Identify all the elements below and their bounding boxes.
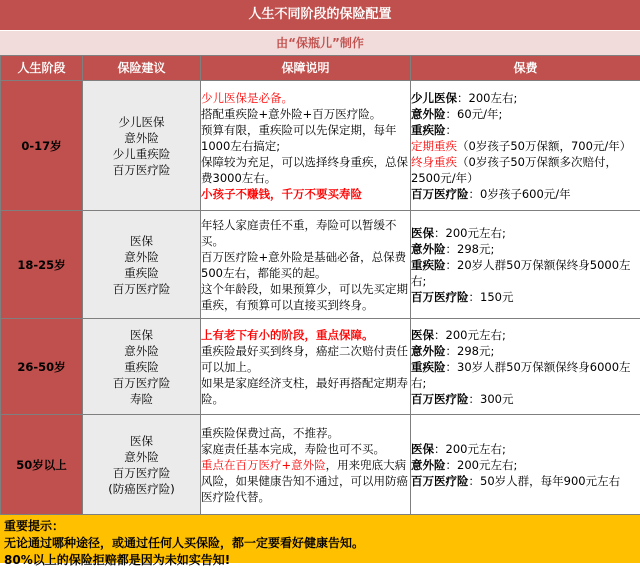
premium-value: ：200元左右;	[445, 457, 518, 472]
premium-key: 重疾险	[411, 122, 446, 137]
premium-cell	[411, 319, 640, 415]
notice-line: 80%以上的保险拒赔都是因为未如实告知!	[4, 553, 231, 567]
desc-line: 搭配重疾险+意外险+百万医疗险。	[201, 106, 382, 121]
premium-key: 意外险	[411, 457, 446, 472]
premium-value: ：0岁孩子600元/年	[468, 186, 571, 201]
advice-item: 重疾险	[124, 265, 159, 280]
table-row	[1, 211, 640, 319]
advice-item: 百万医疗险	[112, 162, 171, 177]
desc-cell	[201, 81, 411, 211]
premium-key: 意外险	[411, 241, 446, 256]
desc-line: 重疾险最好买到终身，癌症二次赔付责任可以加上。	[201, 343, 408, 374]
stage-cell: 18-25岁	[1, 211, 83, 319]
desc-line: 这个年龄段，如果预算少，可以先买定期重疾，有预算可以直接买到终身。	[201, 281, 408, 312]
premium-value: ：298元;	[445, 343, 495, 358]
desc-line: 预算有限，重疾险可以先保定期，每年1000左右搞定;	[201, 122, 397, 153]
advice-item: 意外险	[124, 130, 159, 145]
premium-value: ：200元左右;	[434, 441, 506, 456]
advice-item: 意外险	[124, 343, 159, 358]
premium-key: 重疾险	[411, 359, 446, 374]
advice-item: (防癌医疗险)	[108, 481, 175, 496]
premium-value: ：200左右;	[457, 90, 518, 105]
premium-key: 意外险	[411, 106, 446, 121]
advice-item: 寿险	[130, 391, 153, 406]
desc-line: 家庭责任基本完成，寿险也可不买。	[201, 441, 385, 456]
desc-line: 重疾险保费过高，不推荐。	[201, 425, 339, 440]
desc-line: 保障较为充足，可以选择终身重疾，总保费3000左右。	[201, 154, 408, 185]
desc-line: 百万医疗险+意外险是基础必备，总保费500左右，都能买的起。	[201, 249, 407, 280]
advice-cell	[83, 81, 201, 211]
advice-item: 意外险	[124, 449, 159, 464]
premium-key: 医保	[411, 327, 434, 342]
premium-key: 意外险	[411, 343, 446, 358]
advice-item: 百万医疗险	[112, 281, 171, 296]
premium-key: 定期重疾	[411, 138, 457, 153]
premium-value: ：30岁人群50万保额保终身6000左右;	[411, 359, 631, 390]
premium-cell	[411, 211, 640, 319]
advice-item: 重疾险	[124, 359, 159, 374]
page-title: 人生不同阶段的保险配置	[0, 0, 640, 31]
premium-value: ：200元左右;	[434, 225, 506, 240]
desc-highlight: 重点在百万医疗+意外险	[201, 457, 326, 472]
advice-item: 少儿医保	[118, 114, 165, 129]
premium-value: ：200元左右;	[434, 327, 506, 342]
header-stage: 人生阶段	[1, 56, 83, 81]
premium-value: ：	[445, 122, 457, 137]
premium-value: （0岁孩子50万保额，700元/年）	[457, 138, 632, 153]
advice-item: 百万医疗险	[112, 375, 171, 390]
insurance-table	[0, 55, 640, 515]
premium-key: 重疾险	[411, 257, 446, 272]
stage-cell: 50岁以上	[1, 415, 83, 515]
desc-line: 年轻人家庭责任不重，寿险可以暂缓不买。	[201, 217, 397, 248]
advice-item: 少儿重疾险	[112, 146, 171, 161]
important-notice	[0, 515, 640, 567]
table-row	[1, 81, 640, 211]
premium-key: 医保	[411, 225, 434, 240]
premium-cell	[411, 81, 640, 211]
premium-value: ：150元	[468, 289, 514, 304]
premium-key: 百万医疗险	[411, 473, 469, 488]
advice-cell	[83, 211, 201, 319]
header-premium: 保费	[411, 56, 640, 81]
table-row	[1, 415, 640, 515]
desc-cell	[201, 211, 411, 319]
table-row	[1, 319, 640, 415]
premium-value: ：20岁人群50万保额保终身5000左右;	[411, 257, 631, 288]
header-desc: 保障说明	[201, 56, 411, 81]
premium-value: ：300元	[468, 391, 514, 406]
premium-value: ：50岁人群，每年900元左右	[468, 473, 621, 488]
premium-value: ：60元/年;	[445, 106, 503, 121]
premium-cell	[411, 415, 640, 515]
premium-value: （0岁孩子50万保额多次赔付，2500元/年）	[411, 154, 617, 185]
header-row	[1, 56, 640, 81]
advice-item: 医保	[130, 233, 153, 248]
stage-cell: 0-17岁	[1, 81, 83, 211]
advice-cell	[83, 415, 201, 515]
premium-key: 医保	[411, 441, 434, 456]
advice-item: 百万医疗险	[112, 465, 171, 480]
stage-cell: 26-50岁	[1, 319, 83, 415]
header-advice: 保险建议	[83, 56, 201, 81]
desc-line: 少儿医保是必备。	[201, 90, 293, 105]
advice-item: 医保	[130, 327, 153, 342]
premium-key: 终身重疾	[411, 154, 457, 169]
premium-key: 百万医疗险	[411, 186, 469, 201]
advice-item: 意外险	[124, 249, 159, 264]
premium-key: 百万医疗险	[411, 289, 469, 304]
desc-line: ，用来兜底大病风险，如果健康告知不通过，可以用防癌医疗险代替。	[201, 457, 408, 504]
page-subtitle: 由“保瓶儿”制作	[0, 31, 640, 55]
advice-item: 医保	[130, 433, 153, 448]
notice-line: 无论通过哪种途径，或通过任何人买保险，都一定要看好健康告知。	[4, 536, 365, 550]
desc-cell	[201, 319, 411, 415]
premium-key: 百万医疗险	[411, 391, 469, 406]
premium-value: ：298元;	[445, 241, 495, 256]
desc-warning: 小孩子不赚钱，千万不要买寿险	[201, 186, 362, 201]
premium-key: 少儿医保	[411, 90, 457, 105]
desc-line: 如果是家庭经济支柱，最好再搭配定期寿险。	[201, 375, 408, 406]
advice-cell	[83, 319, 201, 415]
notice-heading: 重要提示：	[4, 519, 65, 533]
desc-cell	[201, 415, 411, 515]
desc-highlight: 上有老下有小的阶段，重点保障。	[201, 327, 374, 342]
